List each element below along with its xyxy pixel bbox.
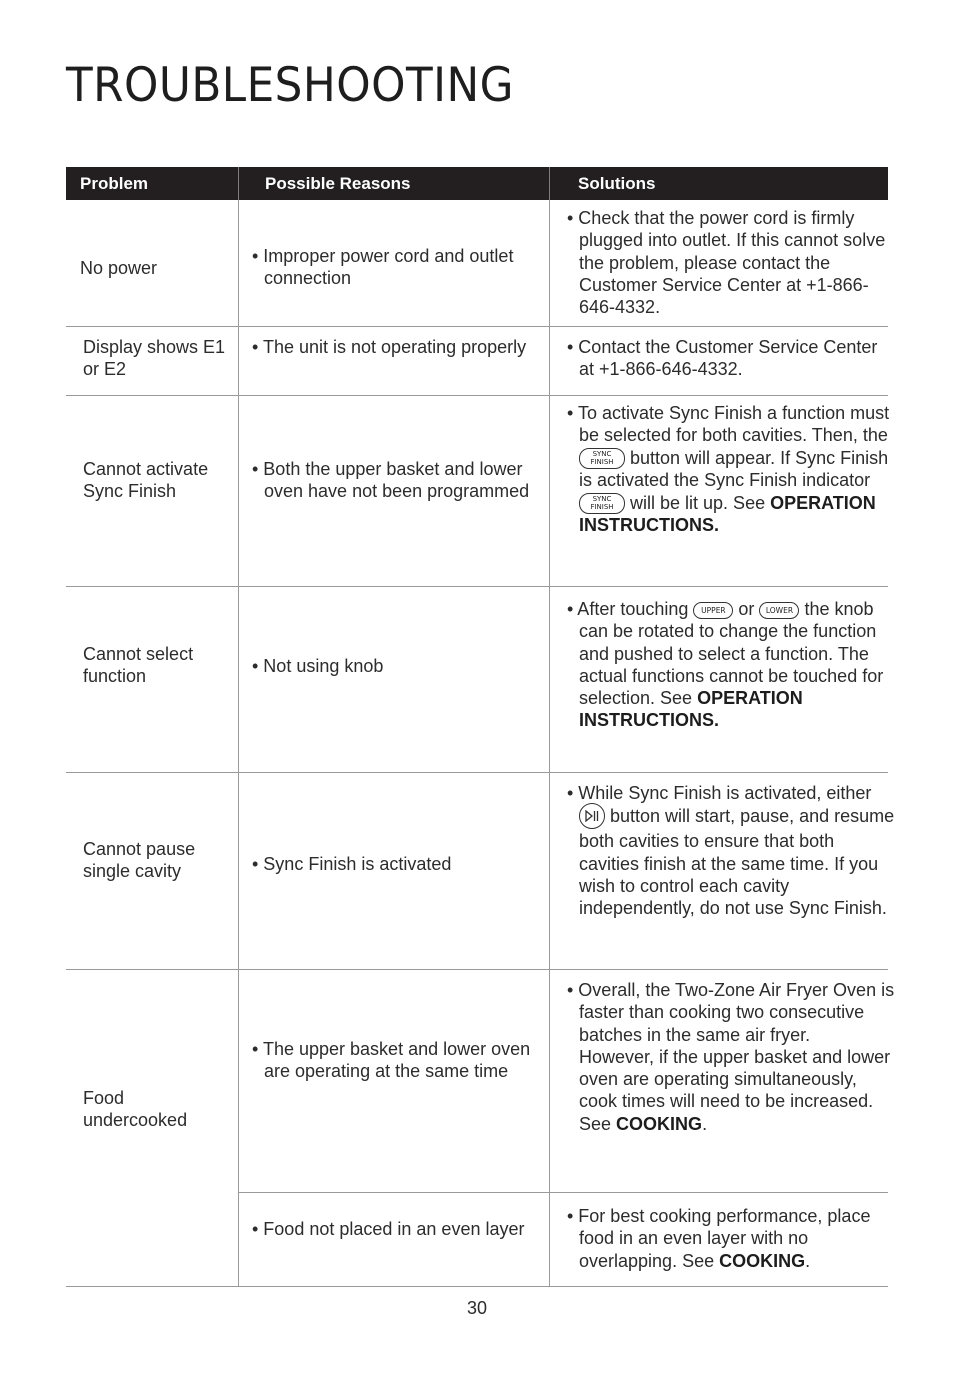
header-possible-reasons: Possible Reasons (265, 174, 411, 193)
solution-cell (567, 782, 895, 919)
solution-text: • While Sync Finish is activated, either (567, 783, 872, 803)
solution-text: or (738, 599, 755, 619)
solution-text: the knob can be rotated to change the function and pushed to select a function. The actual functions cannot be touched for selection. See (579, 599, 884, 709)
row-divider (66, 586, 888, 587)
table-header-bar (66, 167, 888, 200)
solution-text: • For best cooking performance, place food in an even layer with no overlapping. See (567, 1206, 871, 1271)
row-divider (66, 326, 888, 327)
reason-cell: • Not using knob (252, 656, 384, 676)
cooking-ref: COOKING (616, 1113, 703, 1134)
reason-cell: • The unit is not operating properly (252, 337, 527, 357)
solution-cell (567, 402, 895, 537)
solution-text: will be lit up. See (630, 492, 766, 513)
upper-button-icon: UPPER (693, 602, 733, 619)
header-solutions: Solutions (578, 174, 656, 193)
operation-instructions-ref: OPERATION INSTRUCTIONS. (579, 688, 803, 731)
row-divider (66, 772, 888, 773)
reason-cell: • Sync Finish is activated (252, 854, 452, 874)
solution-text: button will start, pause, and resume both cavities to ensure that both cavities finish at the same time. If you wish to control each cavity independently, do not use Sync Finish. (579, 806, 895, 919)
solution-cell (567, 598, 895, 732)
solution-text: However, if the upper basket and lower oven are operating simultaneously, cook times will need to be increased. See (579, 1046, 891, 1134)
solution-cell: • Overall, the Two-Zone Air Fryer Oven is faster than cooking two consecutive batches in the same air fryer. However, if the upper basket and lower oven are operating simultaneously, cook times will need to be increased. See COOKING. (567, 980, 895, 1134)
row-divider (238, 1192, 888, 1193)
problem-cannot-activate-sync: Cannot activate Sync Finish (83, 459, 209, 502)
problem-cannot-select-function: Cannot select function (83, 644, 194, 687)
page-title: TROUBLESHOOTING (66, 58, 514, 113)
solution-text: • Overall, the Two-Zone Air Fryer Oven is faster than cooking two consecutive batches in the same air fryer. (567, 980, 895, 1045)
header-divider (238, 167, 239, 200)
solution-cell: • Contact the Customer Service Center at +1-866-646-4332. (567, 337, 878, 380)
problem-display-e1-e2: Display shows E1 or E2 (83, 337, 226, 380)
solution-cell: • For best cooking performance, place food in an even layer with no overlapping. See COOKING. (567, 1206, 871, 1271)
row-divider (66, 395, 888, 396)
sync-finish-icon: SYNC FINISH (579, 448, 625, 469)
column-divider (238, 200, 239, 1286)
reason-cell: • Food not placed in an even layer (252, 1219, 525, 1239)
solution-cell: • Check that the power cord is firmly plugged into outlet. If this cannot solve the problem, please contact the Customer Service Center at +1-866-646-4332. (567, 208, 886, 318)
reason-cell: • Both the upper basket and lower oven have not been programmed (252, 459, 530, 502)
reason-cell: • Improper power cord and outlet connection (252, 246, 514, 289)
row-divider (66, 969, 888, 970)
cooking-ref: COOKING (719, 1250, 806, 1271)
solution-text: button will appear. If Sync Finish is activated the Sync Finish indicator (579, 447, 889, 491)
problem-no-power: No power (80, 258, 158, 278)
row-divider (66, 1286, 888, 1287)
operation-instructions-ref: OPERATION INSTRUCTIONS. (579, 492, 876, 536)
start-pause-icon (579, 803, 605, 829)
lower-button-icon: LOWER (759, 602, 799, 619)
page-number: 30 (466, 1298, 488, 1318)
problem-food-undercooked: Food undercooked (83, 1088, 188, 1131)
solution-text: • After touching (567, 599, 689, 619)
column-divider (549, 200, 550, 1286)
reason-cell: • The upper basket and lower oven are operating at the same time (252, 1039, 531, 1082)
header-problem: Problem (80, 174, 149, 193)
sync-finish-indicator-icon: SYNC FINISH (579, 493, 625, 514)
solution-text: • To activate Sync Finish a function must be selected for both cavities. Then, the (567, 403, 890, 446)
problem-cannot-pause-single-cavity: Cannot pause single cavity (83, 839, 196, 882)
header-divider (549, 167, 550, 200)
